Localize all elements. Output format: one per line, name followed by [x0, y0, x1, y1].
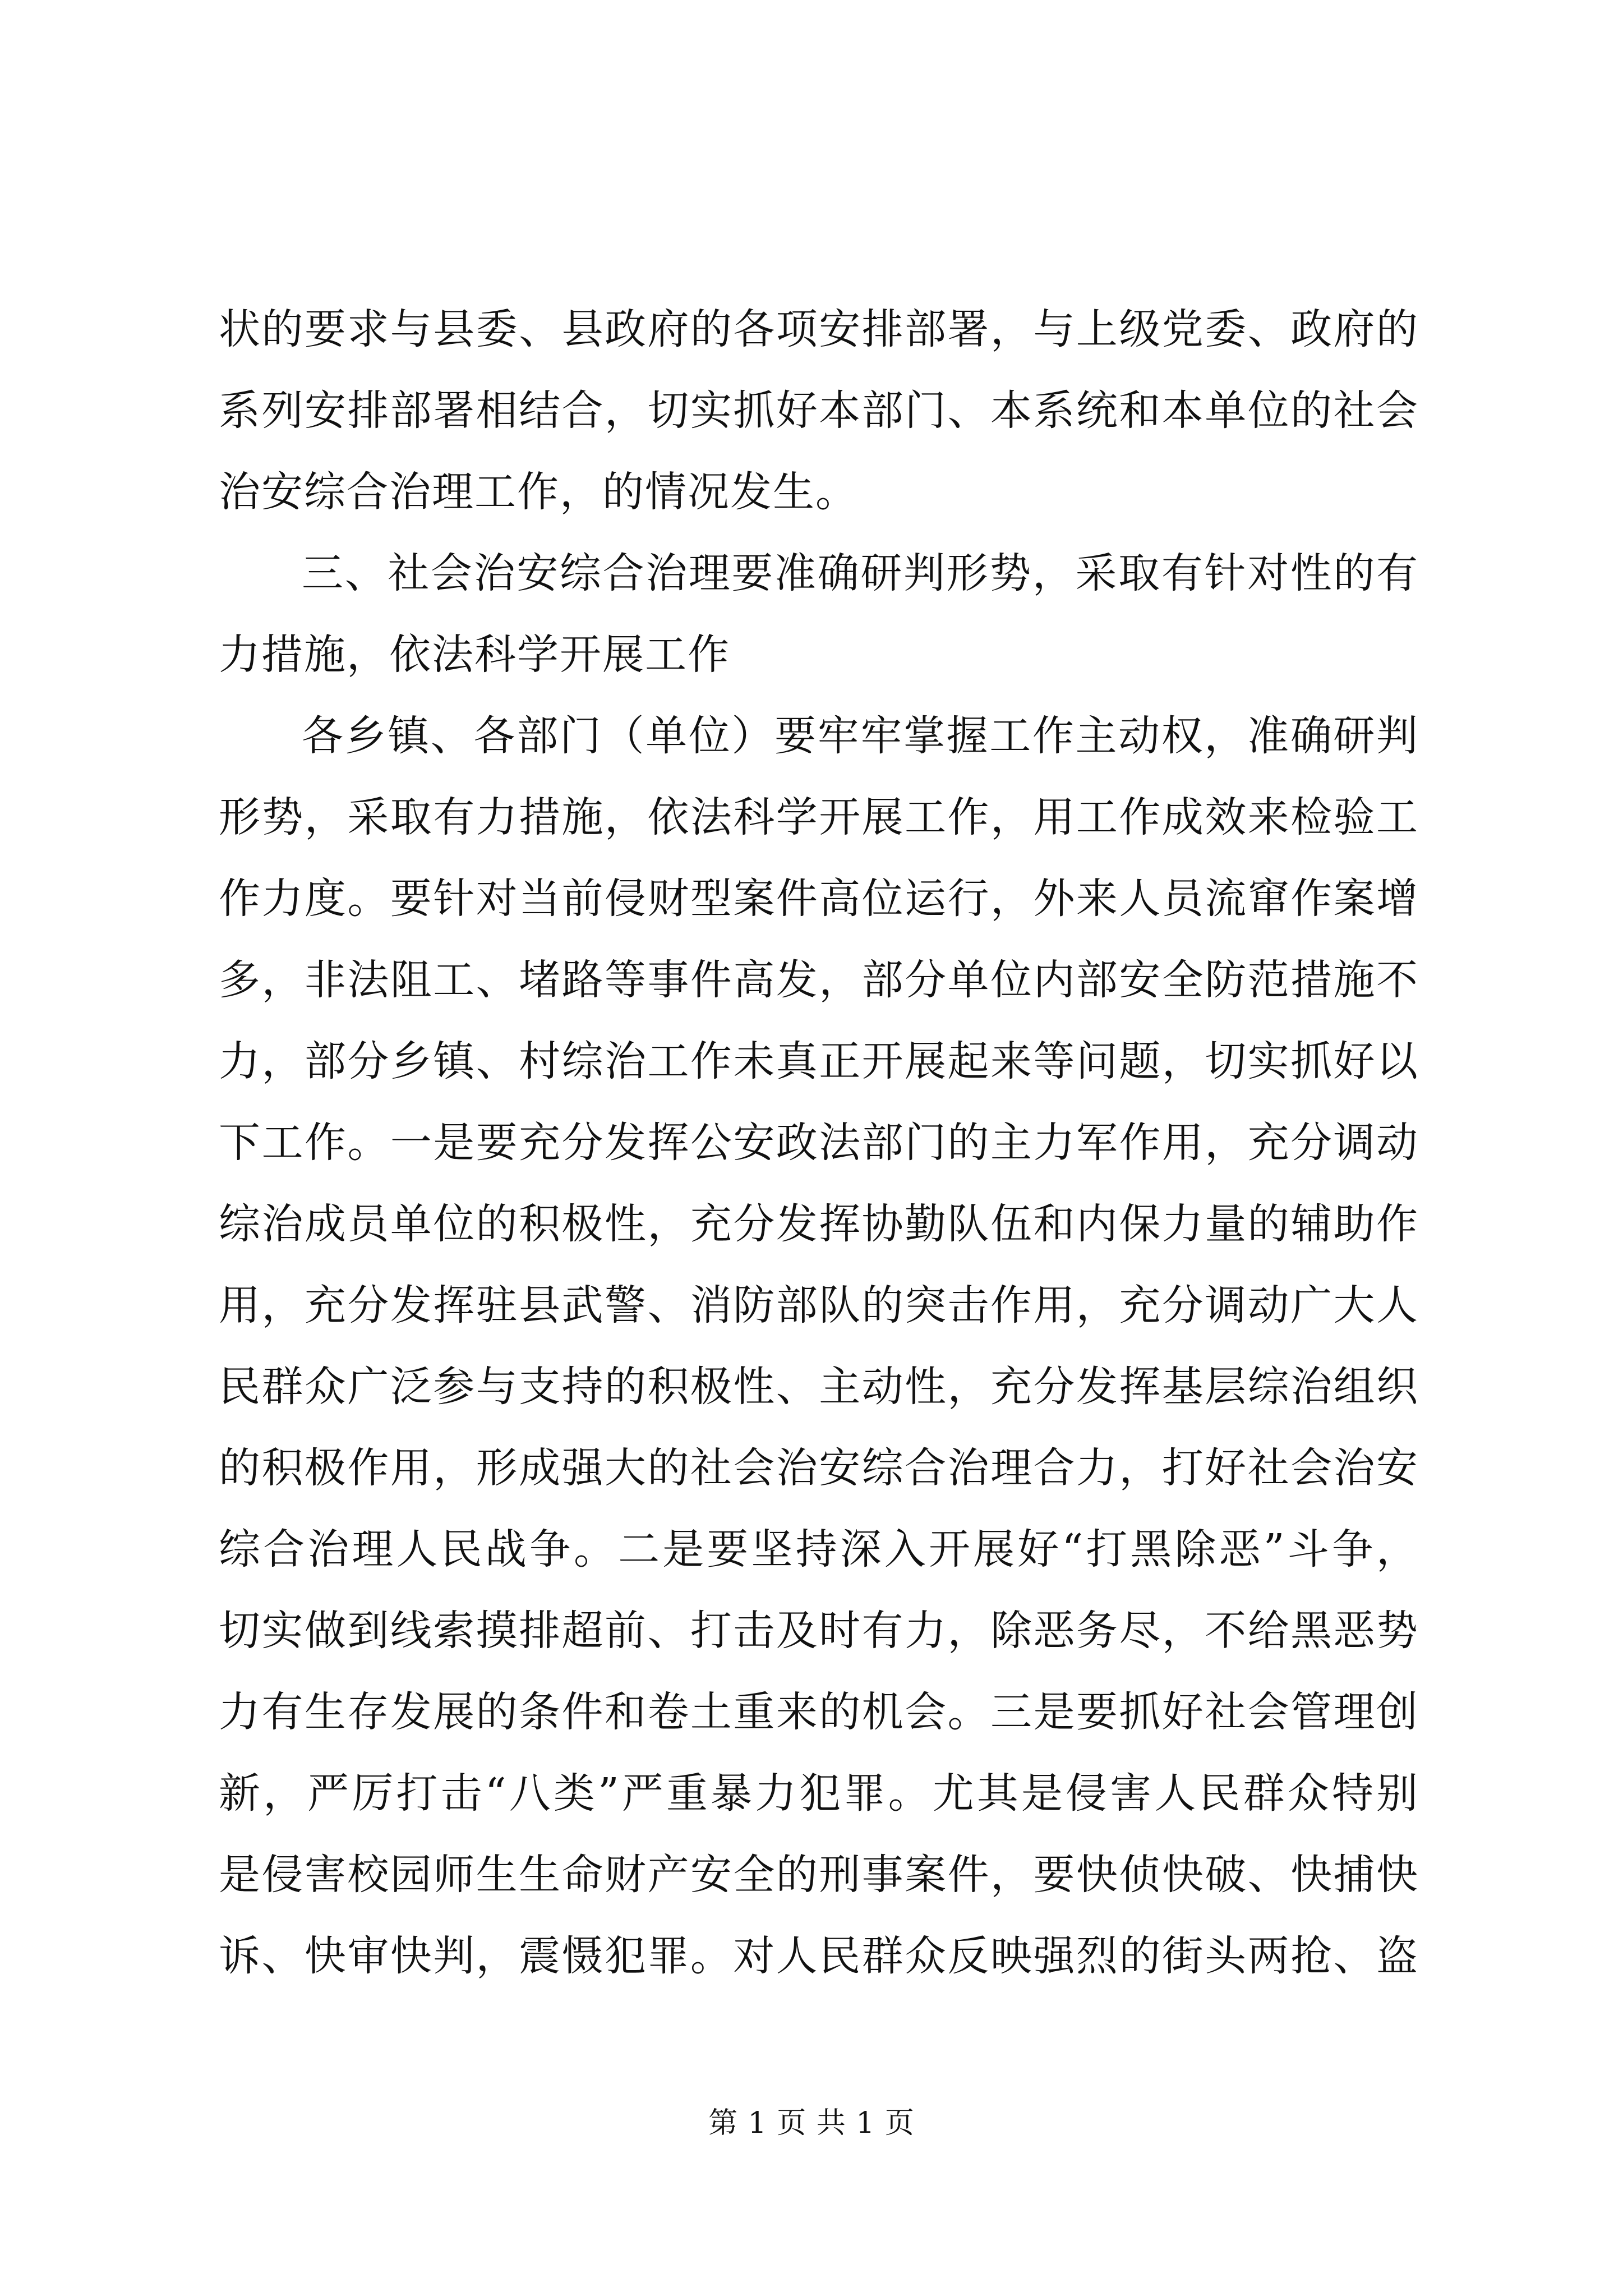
- text-line: 多，非法阻工、堵路等事件高发，部分单位内部安全防范措施不: [219, 956, 1419, 1004]
- page-number-footer: 第 1 页 共 1 页: [708, 2106, 915, 2140]
- text-line: 下工作。一是要充分发挥公安政法部门的主力军作用，充分调动: [219, 1119, 1419, 1167]
- text-line: 力有生存发展的条件和卷土重来的机会。三是要抓好社会管理创: [219, 1688, 1419, 1736]
- text-line: 治安综合治理工作，的情况发生。: [219, 468, 858, 516]
- text-line: 形势，采取有力措施，依法科学开展工作，用工作成效来检验工: [219, 793, 1419, 841]
- text-line: 切实做到线索摸排超前、打击及时有力，除恶务尽，不给黑恶势: [219, 1607, 1419, 1655]
- text-line: 综治成员单位的积极性，充分发挥协勤队伍和内保力量的辅助作: [219, 1200, 1419, 1248]
- text-line: 的积极作用，形成强大的社会治安综合治理合力，打好社会治安: [219, 1444, 1419, 1492]
- text-line: 作力度。要针对当前侵财型案件高位运行，外来人员流窜作案增: [219, 875, 1419, 923]
- text-line: 各乡镇、各部门（单位）要牢牢掌握工作主动权，准确研判: [302, 712, 1419, 760]
- text-line: 用，充分发挥驻县武警、消防部队的突击作用，充分调动广大人: [219, 1281, 1419, 1329]
- document-body: [219, 289, 1419, 1997]
- text-line: 诉、快审快判，震慑犯罪。对人民群众反映强烈的街头两抢、盗: [219, 1932, 1419, 1980]
- text-line: 综合治理人民战争。二是要坚持深入开展好“打黑除恶”斗争，: [219, 1525, 1419, 1573]
- text-line: 状的要求与县委、县政府的各项安排部署，与上级党委、政府的: [219, 305, 1419, 353]
- text-line: 是侵害校园师生生命财产安全的刑事案件，要快侦快破、快捕快: [219, 1851, 1419, 1899]
- text-line: 力，部分乡镇、村综治工作未真正开展起来等问题，切实抓好以: [219, 1037, 1419, 1085]
- section-heading-line: 三、社会治安综合治理要准确研判形势，采取有针对性的有: [302, 549, 1419, 597]
- text-line: 系列安排部署相结合，切实抓好本部门、本系统和本单位的社会: [219, 386, 1419, 435]
- text-line: 民群众广泛参与支持的积极性、主动性，充分发挥基层综治组织: [219, 1363, 1419, 1411]
- section-heading-line: 力措施，依法科学开展工作: [219, 631, 730, 679]
- text-line: 新，严厉打击“八类”严重暴力犯罪。尤其是侵害人民群众特别: [219, 1769, 1419, 1818]
